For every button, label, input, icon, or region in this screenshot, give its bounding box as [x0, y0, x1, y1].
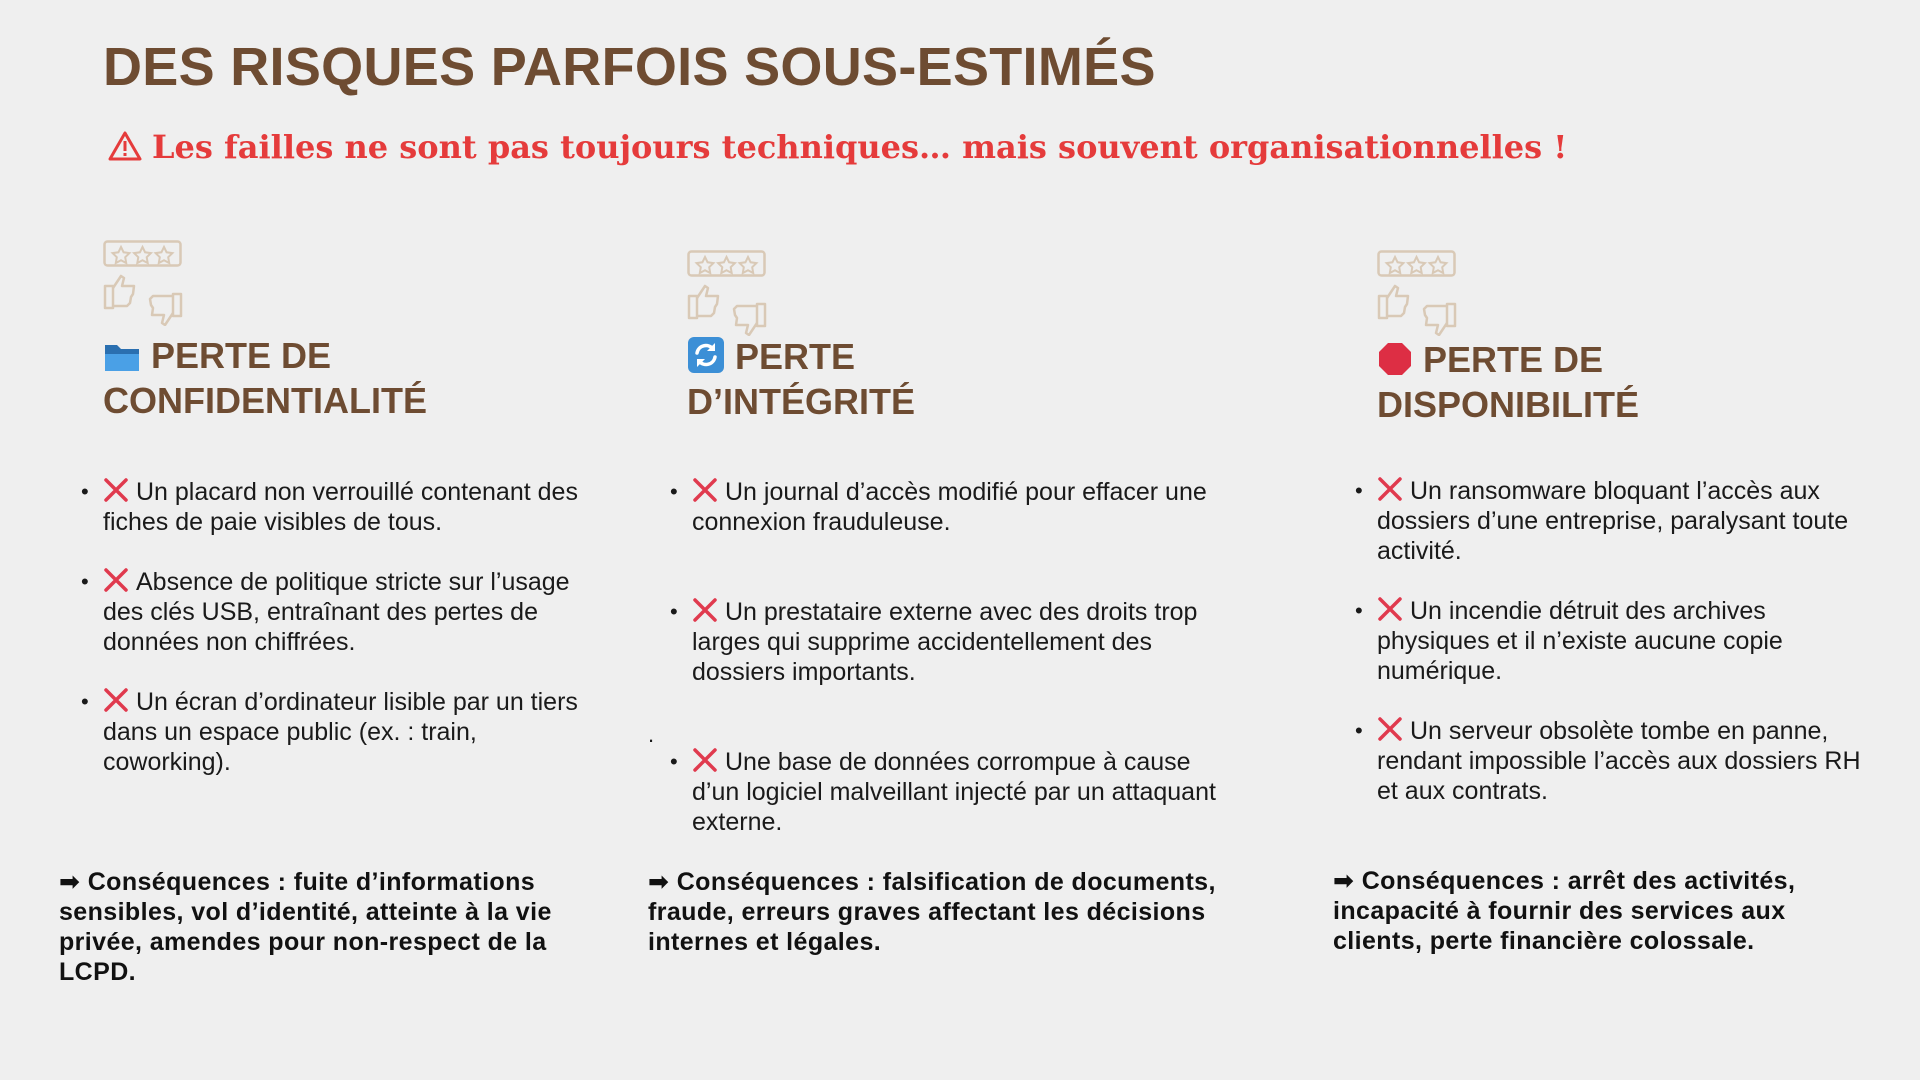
cross-icon [103, 687, 129, 713]
list-item: • Un incendie détruit des archives physiques et il n’existe aucune copie numérique. [1355, 597, 1783, 685]
list-item: • Un prestataire externe avec des droits trop larges qui supprime accidentellement des dossiers importants. [670, 598, 1198, 686]
cross-icon [1377, 716, 1403, 742]
heading-line-2: CONFIDENTIALITÉ [103, 380, 427, 421]
stray-dot: . [648, 722, 655, 747]
consequence-text: ➡ Conséquences : fuite d’informations sensibles, vol d’identité, atteinte à la vie privée, amendes pour non-respect de la LCPD. [59, 868, 552, 986]
refresh-icon [687, 336, 725, 382]
heading-line-1: PERTE DE [1423, 339, 1604, 380]
subtitle [108, 128, 1567, 169]
rating-feedback-icon [103, 240, 183, 326]
cross-icon [1377, 596, 1403, 622]
heading-line-2: DISPONIBILITÉ [1377, 384, 1640, 425]
list-item: • Un journal d’accès modifié pour effacer une connexion frauduleuse. [670, 478, 1207, 536]
cross-icon [103, 567, 129, 593]
warning-icon [108, 131, 142, 169]
heading-confidentiality [103, 336, 427, 421]
list-item: • Un écran d’ordinateur lisible par un tiers dans un espace public (ex. : train, coworking). [81, 688, 578, 776]
cross-icon [692, 747, 718, 773]
consequence-text: ➡ Conséquences : arrêt des activités, incapacité à fournir des services aux clients, perte financière colossale. [1333, 867, 1796, 955]
list-item: • Un placard non verrouillé contenant des fiches de paie visibles de tous. [81, 478, 578, 536]
rating-feedback-icon [687, 250, 767, 336]
list-item: • Un ransomware bloquant l’accès aux dossiers d’une entreprise, paralysant toute activité. [1355, 477, 1849, 565]
subtitle-text: Les failles ne sont pas toujours techniques… mais souvent organisationnelles ! [152, 128, 1568, 166]
cross-icon [1377, 476, 1403, 502]
rating-feedback-icon [1377, 250, 1457, 336]
heading-line-2: D’INTÉGRITÉ [687, 381, 916, 422]
stop-sign-icon [1377, 341, 1413, 385]
list-item: • Une base de données corrompue à cause d’un logiciel malveillant injecté par un attaquant externe. [670, 748, 1216, 836]
cross-icon [692, 477, 718, 503]
cross-icon [692, 597, 718, 623]
folder-icon [103, 341, 141, 381]
heading-integrity [687, 336, 915, 422]
heading-availability [1377, 340, 1639, 425]
list-item: • Un serveur obsolète tombe en panne, rendant impossible l’accès aux dossiers RH et aux contrats. [1355, 717, 1861, 805]
page-title: DES RISQUES PARFOIS SOUS-ESTIMÉS [103, 37, 1156, 97]
heading-line-1: PERTE DE [151, 335, 332, 376]
list-item: • Absence de politique stricte sur l’usage des clés USB, entraînant des pertes de données non chiffrées. [81, 568, 570, 656]
consequence-text: ➡ Conséquences : falsification de documents, fraude, erreurs graves affectant les décisions internes et légales. [648, 868, 1216, 956]
heading-line-1: PERTE [735, 336, 856, 377]
cross-icon [103, 477, 129, 503]
